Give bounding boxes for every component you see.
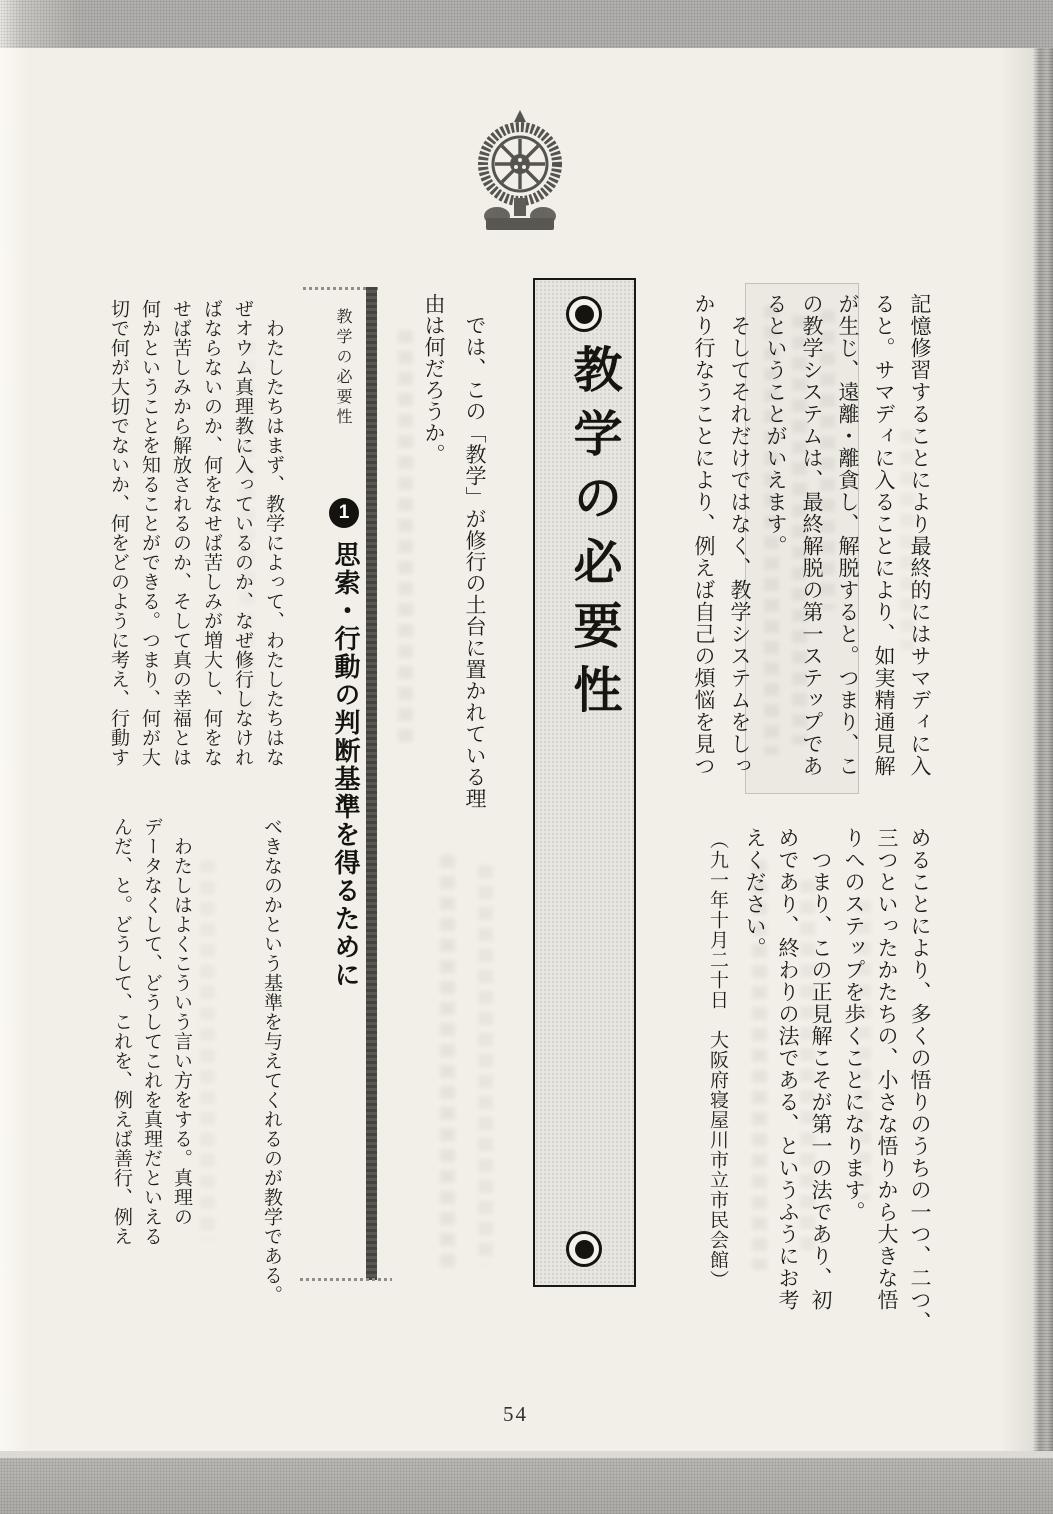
text-column: めであり、終わりの法である、というふうにお考	[776, 827, 800, 1311]
dotted-rule-bottom	[300, 1278, 392, 1281]
bullseye-icon	[566, 1231, 602, 1267]
text-column: ばならないのか、何をなせば苦しみが増大し、何をな	[201, 299, 222, 767]
text-column: そしてそれだけではなく、教学システムをしっ	[728, 293, 752, 777]
text-column: データなくして、どうしてこれを真理だといえる	[141, 817, 162, 1246]
text-column: 記憶修習することにより最終的にはサマディに入	[908, 293, 932, 777]
text-column: わたしはよくこういう言い方をする。真理の	[171, 817, 192, 1227]
text-column: べきなのかという基準を与えてくれるのが教学である。	[261, 817, 282, 1305]
page-edge-bottom	[0, 1451, 1053, 1458]
bleed-through-artifact	[200, 860, 215, 1240]
bleed-through-artifact	[478, 865, 493, 1265]
bleed-through-artifact	[398, 330, 413, 750]
section-title: 思索・行動の判断基準を得るために	[331, 541, 361, 989]
text-column: ると。サマディに入ることにより、如実精通見解	[872, 293, 896, 777]
bleed-through-artifact	[440, 855, 455, 1275]
running-head: 教学の必要性	[334, 308, 351, 428]
text-column: りへのステップを歩くことになります。	[842, 827, 866, 1223]
page-edge-left	[0, 48, 28, 1451]
section-bar	[366, 287, 377, 1280]
text-column: わたしたちはまず、教学によって、わたしたちはな	[263, 299, 284, 767]
text-column: るということがいえます。	[764, 293, 788, 557]
text-column: が生じ、遠離・離貪し、解脱すると。つまり、こ	[836, 293, 860, 777]
page-crease	[1000, 48, 1033, 1451]
text-column: ぜオウム真理教に入っているのか、なぜ修行しなけれ	[232, 299, 253, 767]
page-stack-edge	[1033, 48, 1053, 1451]
text-column: 何かということを知ることができる。つまり、何が大	[139, 299, 160, 767]
text-column: 切で何が大切でないか、何をどのように考え、行動す	[108, 299, 129, 767]
text-column: かり行なうことにより、例えば自己の煩悩を見つ	[692, 293, 716, 777]
text-column: めることにより、多くの悟りのうちの一つ、二つ、	[908, 827, 932, 1333]
dharma-wheel-icon	[478, 106, 562, 234]
section-number-badge	[329, 498, 359, 528]
text-column: つまり、この正見解こそが第一の法であり、初	[809, 827, 833, 1311]
text-column-colophon: （九一年十月二十日 大阪府寝屋川市立市民会館）	[707, 830, 728, 1290]
section-number: 1	[338, 502, 350, 523]
text-column: んだ、と。どうして、これを、例えば善行、例え	[111, 817, 132, 1246]
bullseye-icon	[566, 296, 602, 332]
page-number: 54	[503, 1402, 528, 1426]
text-column: 三つといったかたちの、小さな悟りから大きな悟	[875, 827, 899, 1311]
text-column: 由は何だろうか。	[422, 293, 446, 465]
text-column: えください。	[743, 827, 767, 959]
section-banner	[533, 278, 636, 1287]
text-column: では、この「教学」が修行の土台に置かれている理	[463, 293, 487, 809]
banner-title: 教学の必要性	[567, 344, 622, 728]
scanner-band-bottom	[0, 1458, 1053, 1514]
text-column: の教学システムは、最終解脱の第一ステップであ	[800, 293, 824, 777]
text-column: せば苦しみから解放されるのか、そして真の幸福とは	[170, 299, 191, 767]
scanner-band-top	[0, 0, 1053, 48]
